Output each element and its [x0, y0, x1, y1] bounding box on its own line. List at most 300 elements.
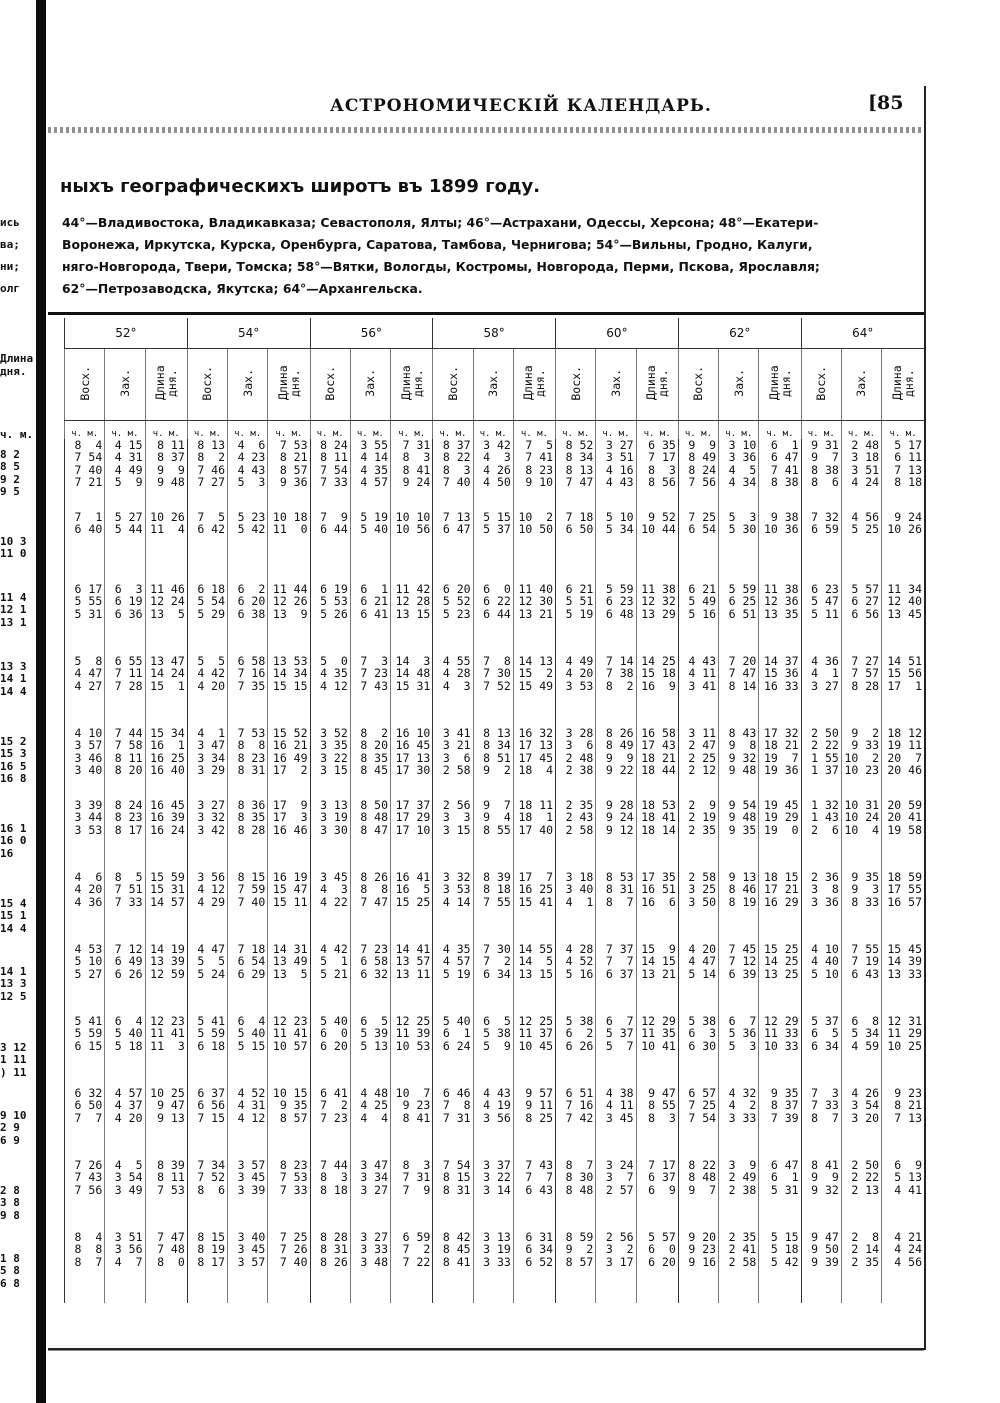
table-cell: 6 46 7 8 7 31 — [433, 1087, 473, 1159]
table-cell: 17 7 16 25 15 41 — [513, 871, 555, 943]
table-cell: 11 38 12 32 13 29 — [636, 583, 678, 655]
column-header-label: Длина дня. — [890, 365, 917, 401]
unit-label: ч. м. — [65, 421, 105, 440]
table-cell: 12 25 11 39 10 53 — [391, 1015, 433, 1087]
table-cell: 6 5 5 39 5 13 — [350, 1015, 390, 1087]
table-cell: 5 37 6 5 6 34 — [801, 1015, 841, 1087]
table-cell: 7 3 7 23 7 43 — [350, 655, 390, 727]
table-cell: 6 18 5 54 5 29 — [187, 583, 227, 655]
unit-label: ч. м. — [433, 421, 473, 440]
table-cell: 17 9 17 3 16 46 — [268, 799, 310, 871]
column-header — [391, 349, 433, 421]
table-cell: 15 25 14 25 13 25 — [759, 943, 801, 1015]
column-header-label: Длина дня. — [766, 365, 793, 401]
table-cell: 9 35 9 3 8 33 — [841, 871, 881, 943]
table-cell: 7 32 6 59 — [801, 511, 841, 583]
left-fragment-row: 10 3 11 0 — [0, 536, 27, 561]
sunrise-sunset-table-container — [64, 318, 924, 1288]
table-cell: 6 20 5 52 5 23 — [433, 583, 473, 655]
table-cell: 2 50 2 22 1 55 1 37 — [801, 727, 841, 799]
table-cell: 8 50 8 48 8 47 — [350, 799, 390, 871]
column-header-label: Восх. — [691, 365, 706, 401]
table-cell: 2 50 2 22 2 13 — [841, 1159, 881, 1231]
table-cell: 8 59 9 2 8 57 — [556, 1231, 596, 1303]
table-cell: 8 13 8 2 7 46 7 27 — [187, 439, 227, 511]
table-cell: 14 19 13 39 12 59 — [145, 943, 187, 1015]
table-cell: 5 15 5 37 — [473, 511, 513, 583]
table-cell: 5 15 5 18 5 42 — [759, 1231, 801, 1303]
table-cell: 3 13 3 19 3 30 — [310, 799, 350, 871]
unit-label: ч. м. — [636, 421, 678, 440]
table-cell: 9 31 9 7 8 38 8 6 — [801, 439, 841, 511]
column-header — [759, 349, 801, 421]
unit-label: ч. м. — [145, 421, 187, 440]
table-cell: 5 57 6 27 6 56 — [841, 583, 881, 655]
table-cell: 3 40 3 45 3 57 — [228, 1231, 268, 1303]
table-cell: 8 43 9 8 9 32 9 48 — [719, 727, 759, 799]
table-cell: 16 45 16 39 16 24 — [145, 799, 187, 871]
table-cell: 20 59 20 41 19 58 — [882, 799, 924, 871]
table-cell: 5 0 4 35 4 12 — [310, 655, 350, 727]
table-cell: 11 40 12 30 13 21 — [513, 583, 555, 655]
table-cell: 6 5 5 38 5 9 — [473, 1015, 513, 1087]
table-cell: 15 45 14 39 13 33 — [882, 943, 924, 1015]
table-cell: 3 57 3 45 3 39 — [228, 1159, 268, 1231]
table-cell: 9 23 8 21 7 13 — [882, 1087, 924, 1159]
table-cell: 13 47 14 24 15 1 — [145, 655, 187, 727]
table-cell: 10 10 10 56 — [391, 511, 433, 583]
section-subtitle: ныхъ географическихъ широтъ въ 1899 году. — [60, 176, 541, 197]
table-cell: 6 2 6 20 6 38 — [228, 583, 268, 655]
table-cell: 6 31 6 34 6 52 — [513, 1231, 555, 1303]
table-cell: 2 56 3 3 3 15 — [433, 799, 473, 871]
unit-label: ч. м. — [187, 421, 227, 440]
table-cell: 8 53 8 31 8 7 — [596, 871, 636, 943]
table-cell: 14 37 15 36 16 33 — [759, 655, 801, 727]
table-cell: 3 47 3 34 3 27 — [350, 1159, 390, 1231]
column-header-label: Длина дня. — [521, 365, 548, 401]
column-header-label: Восх. — [814, 365, 829, 401]
table-cell: 5 57 6 0 6 20 — [636, 1231, 678, 1303]
unit-label: ч. м. — [841, 421, 881, 440]
table-cell: 8 4 8 8 8 7 — [65, 1231, 105, 1303]
table-cell: 4 49 4 20 3 53 — [556, 655, 596, 727]
table-cell: 9 35 8 37 7 39 — [759, 1087, 801, 1159]
table-cell: 12 23 11 41 10 57 — [268, 1015, 310, 1087]
table-cell: 9 47 8 55 8 3 — [636, 1087, 678, 1159]
table-cell: 4 21 4 24 4 56 — [882, 1231, 924, 1303]
column-header-label: Зах. — [731, 369, 746, 397]
table-cell: 14 55 14 5 13 15 — [513, 943, 555, 1015]
table-cell: 2 56 3 2 3 17 — [596, 1231, 636, 1303]
table-row — [65, 1015, 925, 1087]
table-cell: 4 38 4 11 3 45 — [596, 1087, 636, 1159]
table-cell: 13 53 14 34 15 15 — [268, 655, 310, 727]
table-cell: 3 28 3 6 2 48 2 38 — [556, 727, 596, 799]
table-cell: 9 57 9 11 8 25 — [513, 1087, 555, 1159]
table-cell: 6 57 7 25 7 54 — [678, 1087, 718, 1159]
table-cell: 8 26 8 8 7 47 — [350, 871, 390, 943]
table-row — [65, 727, 925, 799]
table-cell: 6 51 7 16 7 42 — [556, 1087, 596, 1159]
unit-label: ч. м. — [759, 421, 801, 440]
table-cell: 10 18 11 0 — [268, 511, 310, 583]
table-cell: 7 18 6 50 — [556, 511, 596, 583]
table-cell: 8 11 8 37 9 9 9 48 — [145, 439, 187, 511]
table-cell: 4 15 4 31 4 49 5 9 — [105, 439, 145, 511]
table-cell: 7 12 6 49 6 26 — [105, 943, 145, 1015]
latitude-header: 54° — [187, 318, 310, 349]
table-row — [65, 1087, 925, 1159]
table-cell: 4 6 4 23 4 43 5 3 — [228, 439, 268, 511]
table-cell: 7 44 8 3 8 18 — [310, 1159, 350, 1231]
column-header — [556, 349, 596, 421]
table-cell: 6 37 6 56 7 15 — [187, 1087, 227, 1159]
table-cell: 7 47 7 48 8 0 — [145, 1231, 187, 1303]
table-cell: 8 3 7 31 7 9 — [391, 1159, 433, 1231]
table-cell: 16 58 17 43 18 21 18 44 — [636, 727, 678, 799]
table-cell: 7 34 7 52 8 6 — [187, 1159, 227, 1231]
column-header — [268, 349, 310, 421]
table-cell: 6 8 5 34 4 59 — [841, 1015, 881, 1087]
table-cell: 7 44 7 58 8 11 8 20 — [105, 727, 145, 799]
table-cell: 7 37 7 7 6 37 — [596, 943, 636, 1015]
table-cell: 8 37 8 22 8 3 7 40 — [433, 439, 473, 511]
unit-label: ч. м. — [678, 421, 718, 440]
table-cell: 3 9 2 49 2 38 — [719, 1159, 759, 1231]
column-header — [187, 349, 227, 421]
unit-label: ч. м. — [228, 421, 268, 440]
table-cell: 12 25 11 37 10 45 — [513, 1015, 555, 1087]
intro-line: няго-Новгорода, Твери, Томска; 58°—Вятки, Вологды, Костромы, Новгорода, Перми, Пскова, Ярославля; — [62, 259, 820, 274]
table-cell: 5 19 5 40 — [350, 511, 390, 583]
table-cell: 6 19 5 53 5 26 — [310, 583, 350, 655]
table-cell: 3 45 4 3 4 22 — [310, 871, 350, 943]
table-cell: 4 43 4 11 3 41 — [678, 655, 718, 727]
table-cell: 3 27 3 33 3 48 — [350, 1231, 390, 1303]
table-cell: 15 52 16 21 16 49 17 2 — [268, 727, 310, 799]
left-fragment-row: 3 12 1 11 ) 11 — [0, 1042, 27, 1079]
table-cell: 8 42 8 45 8 41 — [433, 1231, 473, 1303]
table-cell: 4 42 5 1 5 21 — [310, 943, 350, 1015]
table-cell: 4 5 3 54 3 49 — [105, 1159, 145, 1231]
table-cell: 18 53 18 41 18 14 — [636, 799, 678, 871]
table-cell: 15 34 16 1 16 25 16 40 — [145, 727, 187, 799]
header-wavy-rule — [48, 127, 924, 133]
table-cell: 2 8 2 14 2 35 — [841, 1231, 881, 1303]
column-header — [310, 349, 350, 421]
table-cell: 9 20 9 23 9 16 — [678, 1231, 718, 1303]
unit-label: ч. м. — [882, 421, 924, 440]
table-cell: 11 38 12 36 13 35 — [759, 583, 801, 655]
table-cell: 5 59 6 23 6 48 — [596, 583, 636, 655]
table-cell: 8 15 7 59 7 40 — [228, 871, 268, 943]
left-fragment-row: 8 2 8 5 9 2 9 5 — [0, 449, 20, 498]
table-cell: 2 35 2 43 2 58 — [556, 799, 596, 871]
table-cell: 3 18 3 40 4 1 — [556, 871, 596, 943]
column-header-label: Зах. — [486, 369, 501, 397]
left-fragment-text: ни; — [0, 260, 20, 273]
table-cell: 7 53 8 8 8 23 8 31 — [228, 727, 268, 799]
table-cell: 5 27 5 44 — [105, 511, 145, 583]
table-cell: 3 32 3 53 4 14 — [433, 871, 473, 943]
table-cell: 5 17 6 11 7 13 8 18 — [882, 439, 924, 511]
table-cell: 7 23 6 58 6 32 — [350, 943, 390, 1015]
table-row — [65, 511, 925, 583]
column-header — [65, 349, 105, 421]
left-fragment-row: 16 1 16 0 16 — [0, 823, 27, 860]
unit-label: ч. м. — [556, 421, 596, 440]
table-cell: 16 10 16 45 17 13 17 30 — [391, 727, 433, 799]
table-cell: 16 19 15 47 15 11 — [268, 871, 310, 943]
table-cell: 18 11 18 1 17 40 — [513, 799, 555, 871]
table-cell: 7 17 6 37 6 9 — [636, 1159, 678, 1231]
table-cell: 10 15 9 35 8 57 — [268, 1087, 310, 1159]
column-header — [513, 349, 555, 421]
table-cell: 11 42 12 28 13 15 — [391, 583, 433, 655]
unit-label: ч. м. — [268, 421, 310, 440]
sunrise-sunset-table — [64, 318, 924, 1303]
table-cell: 7 14 7 38 8 2 — [596, 655, 636, 727]
table-cell: 7 27 7 57 8 28 — [841, 655, 881, 727]
table-cell: 8 39 8 11 7 53 — [145, 1159, 187, 1231]
table-cell: 3 52 3 35 3 22 3 15 — [310, 727, 350, 799]
latitude-header: 52° — [65, 318, 188, 349]
unit-label: ч. м. — [473, 421, 513, 440]
table-cell: 14 3 14 48 15 31 — [391, 655, 433, 727]
left-fragment-header: Длина — [0, 352, 34, 365]
table-cell: 4 35 4 57 5 19 — [433, 943, 473, 1015]
table-cell: 7 26 7 43 7 56 — [65, 1159, 105, 1231]
table-cell: 8 7 8 30 8 48 — [556, 1159, 596, 1231]
column-header — [473, 349, 513, 421]
table-row — [65, 1231, 925, 1303]
table-cell: 1 32 1 43 2 6 — [801, 799, 841, 871]
table-cell: 7 53 8 21 8 57 9 36 — [268, 439, 310, 511]
table-cell: 4 47 5 5 5 24 — [187, 943, 227, 1015]
column-header-label: Зах. — [363, 369, 378, 397]
table-cell: 7 3 7 33 8 7 — [801, 1087, 841, 1159]
column-header — [882, 349, 924, 421]
table-cell: 10 26 11 4 — [145, 511, 187, 583]
table-cell: 2 48 3 18 3 51 4 24 — [841, 439, 881, 511]
table-cell: 6 1 6 21 6 41 — [350, 583, 390, 655]
table-cell: 8 24 8 23 8 17 — [105, 799, 145, 871]
latitude-header: 60° — [556, 318, 679, 349]
left-fragment-text: ва; — [0, 238, 20, 251]
table-cell: 6 0 6 22 6 44 — [473, 583, 513, 655]
table-cell: 4 1 3 47 3 34 3 29 — [187, 727, 227, 799]
left-fragment-header: дня. — [0, 365, 27, 378]
table-cell: 3 27 3 51 4 16 4 43 — [596, 439, 636, 511]
left-fragment-text: ись — [0, 216, 20, 229]
table-cell: 8 5 7 51 7 33 — [105, 871, 145, 943]
table-cell: 12 29 11 33 10 33 — [759, 1015, 801, 1087]
table-cell: 4 57 4 37 4 20 — [105, 1087, 145, 1159]
column-header — [105, 349, 145, 421]
table-cell: 2 9 2 19 2 35 — [678, 799, 718, 871]
table-cell: 7 25 7 26 7 40 — [268, 1231, 310, 1303]
table-cell: 11 46 12 24 13 5 — [145, 583, 187, 655]
table-cell: 14 31 13 49 13 5 — [268, 943, 310, 1015]
intro-paragraph — [62, 212, 924, 300]
table-cell: 3 56 4 12 4 29 — [187, 871, 227, 943]
table-cell: 17 32 18 21 19 7 19 36 — [759, 727, 801, 799]
table-cell: 14 41 13 57 13 11 — [391, 943, 433, 1015]
table-cell: 7 13 6 47 — [433, 511, 473, 583]
table-cell: 4 10 4 40 5 10 — [801, 943, 841, 1015]
table-cell: 3 55 4 14 4 35 4 57 — [350, 439, 390, 511]
table-cell: 16 41 16 5 15 25 — [391, 871, 433, 943]
table-cell: 6 3 6 19 6 36 — [105, 583, 145, 655]
column-header-label: Зах. — [240, 369, 255, 397]
table-cell: 5 40 6 1 6 24 — [433, 1015, 473, 1087]
table-cell: 9 9 8 49 8 24 7 56 — [678, 439, 718, 511]
unit-label: ч. м. — [513, 421, 555, 440]
table-cell: 6 4 5 40 5 15 — [228, 1015, 268, 1087]
page-number: [85 — [868, 92, 904, 114]
table-cell: 6 21 5 51 5 19 — [556, 583, 596, 655]
table-cell: 9 7 9 4 8 55 — [473, 799, 513, 871]
column-header-label: Длина дня. — [275, 365, 302, 401]
bottom-rule — [48, 1350, 924, 1351]
table-cell: 7 5 6 42 — [187, 511, 227, 583]
table-cell: 9 52 10 44 — [636, 511, 678, 583]
table-row — [65, 799, 925, 871]
latitude-header: 56° — [310, 318, 433, 349]
table-cell: 8 15 8 19 8 17 — [187, 1231, 227, 1303]
column-header-label: Восх. — [323, 365, 338, 401]
table-cell: 4 43 4 19 3 56 — [473, 1087, 513, 1159]
left-fragment-text: олг — [0, 282, 20, 295]
table-cell: 15 59 15 31 14 57 — [145, 871, 187, 943]
table-cell: 5 38 6 3 6 30 — [678, 1015, 718, 1087]
latitude-header: 64° — [801, 318, 924, 349]
table-cell: 6 58 7 16 7 35 — [228, 655, 268, 727]
table-cell: 9 13 8 46 8 19 — [719, 871, 759, 943]
table-cell: 16 32 17 13 17 45 18 4 — [513, 727, 555, 799]
unit-label: ч. м. — [350, 421, 390, 440]
table-row — [65, 1159, 925, 1231]
table-cell: 3 42 4 3 4 26 4 50 — [473, 439, 513, 511]
column-header-label: Длина дня. — [644, 365, 671, 401]
table-cell: 6 59 7 2 7 22 — [391, 1231, 433, 1303]
table-cell: 7 25 6 54 — [678, 511, 718, 583]
left-fragment-row: 11 4 12 1 13 1 — [0, 592, 27, 629]
table-cell: 6 55 7 11 7 28 — [105, 655, 145, 727]
left-fragment-row: 14 1 13 3 12 5 — [0, 966, 27, 1003]
left-fragment-row: 15 4 15 1 14 4 — [0, 898, 27, 935]
table-top-rule — [48, 312, 924, 315]
table-cell: 6 32 6 50 7 7 — [65, 1087, 105, 1159]
column-header-label: Длина дня. — [398, 365, 425, 401]
table-cell: 8 41 9 9 9 32 — [801, 1159, 841, 1231]
table-cell: 7 43 7 7 6 43 — [513, 1159, 555, 1231]
table-cell: 5 3 5 30 — [719, 511, 759, 583]
column-header — [596, 349, 636, 421]
table-cell: 8 2 8 20 8 35 8 45 — [350, 727, 390, 799]
table-cell: 9 54 9 48 9 35 — [719, 799, 759, 871]
table-cell: 19 45 19 29 19 0 — [759, 799, 801, 871]
unit-label: ч. м. — [719, 421, 759, 440]
column-header — [636, 349, 678, 421]
column-header-label: Восх. — [77, 365, 92, 401]
table-cell: 11 44 12 26 13 9 — [268, 583, 310, 655]
table-row — [65, 943, 925, 1015]
table-cell: 9 2 9 33 10 2 10 23 — [841, 727, 881, 799]
table-cell: 3 10 3 36 4 5 4 34 — [719, 439, 759, 511]
column-header — [433, 349, 473, 421]
table-cell: 12 23 11 41 11 3 — [145, 1015, 187, 1087]
column-header-label: Длина дня. — [153, 365, 180, 401]
table-cell: 9 38 10 36 — [759, 511, 801, 583]
table-row — [65, 871, 925, 943]
table-cell: 8 24 8 11 7 54 7 33 — [310, 439, 350, 511]
table-cell: 14 51 15 56 17 1 — [882, 655, 924, 727]
table-cell: 18 59 17 55 16 57 — [882, 871, 924, 943]
table-cell: 5 5 4 42 4 20 — [187, 655, 227, 727]
table-cell: 8 22 8 48 9 7 — [678, 1159, 718, 1231]
table-cell: 17 37 17 29 17 10 — [391, 799, 433, 871]
unit-label: ч. м. — [105, 421, 145, 440]
table-cell: 18 15 17 21 16 29 — [759, 871, 801, 943]
column-header-label: Зах. — [608, 369, 623, 397]
left-fragment-row: 15 2 15 3 16 5 16 8 — [0, 736, 27, 785]
table-cell: 4 56 5 25 — [841, 511, 881, 583]
table-cell: 4 20 4 47 5 14 — [678, 943, 718, 1015]
table-cell: 2 35 2 41 2 58 — [719, 1231, 759, 1303]
table-cell: 6 41 7 2 7 23 — [310, 1087, 350, 1159]
table-cell: 18 12 19 11 20 7 20 46 — [882, 727, 924, 799]
table-cell: 3 51 3 56 4 7 — [105, 1231, 145, 1303]
table-cell: 12 31 11 29 10 25 — [882, 1015, 924, 1087]
table-cell: 3 13 3 19 3 33 — [473, 1231, 513, 1303]
table-cell: 4 6 4 20 4 36 — [65, 871, 105, 943]
intro-line: 44°—Владивостока, Владикавказа; Севастополя, Ялты; 46°—Астрахани, Одессы, Херсона; 48°—Екатери- — [62, 215, 819, 230]
table-cell: 7 54 8 15 8 31 — [433, 1159, 473, 1231]
table-cell: 7 31 8 3 8 41 9 24 — [391, 439, 433, 511]
table-cell: 7 45 7 12 6 39 — [719, 943, 759, 1015]
table-cell: 10 2 10 50 — [513, 511, 555, 583]
table-cell: 9 24 10 26 — [882, 511, 924, 583]
column-header-label: Восх. — [568, 365, 583, 401]
table-cell: 10 25 9 47 9 13 — [145, 1087, 187, 1159]
column-header — [145, 349, 187, 421]
table-cell: 4 53 5 10 5 27 — [65, 943, 105, 1015]
table-cell: 7 18 6 54 6 29 — [228, 943, 268, 1015]
table-cell: 4 48 4 25 4 4 — [350, 1087, 390, 1159]
unit-label: ч. м. — [391, 421, 433, 440]
table-cell: 6 7 5 36 5 3 — [719, 1015, 759, 1087]
table-row — [65, 583, 925, 655]
table-cell: 7 20 7 47 8 14 — [719, 655, 759, 727]
table-cell: 7 55 7 19 6 43 — [841, 943, 881, 1015]
column-header-label: Восх. — [445, 365, 460, 401]
table-cell: 7 8 7 30 7 52 — [473, 655, 513, 727]
table-cell: 4 10 3 57 3 46 3 40 — [65, 727, 105, 799]
table-row — [65, 439, 925, 511]
table-cell: 4 52 4 31 4 12 — [228, 1087, 268, 1159]
table-cell: 4 32 4 2 3 33 — [719, 1087, 759, 1159]
table-cell: 4 36 4 1 3 27 — [801, 655, 841, 727]
unit-label: ч. м. — [801, 421, 841, 440]
column-header-row — [65, 349, 925, 421]
unit-row — [65, 421, 925, 440]
table-cell: 6 21 5 49 5 16 — [678, 583, 718, 655]
table-cell: 6 23 5 47 5 11 — [801, 583, 841, 655]
left-fragment-row: 9 10 2 9 6 9 — [0, 1110, 27, 1147]
table-cell: 5 10 5 34 — [596, 511, 636, 583]
